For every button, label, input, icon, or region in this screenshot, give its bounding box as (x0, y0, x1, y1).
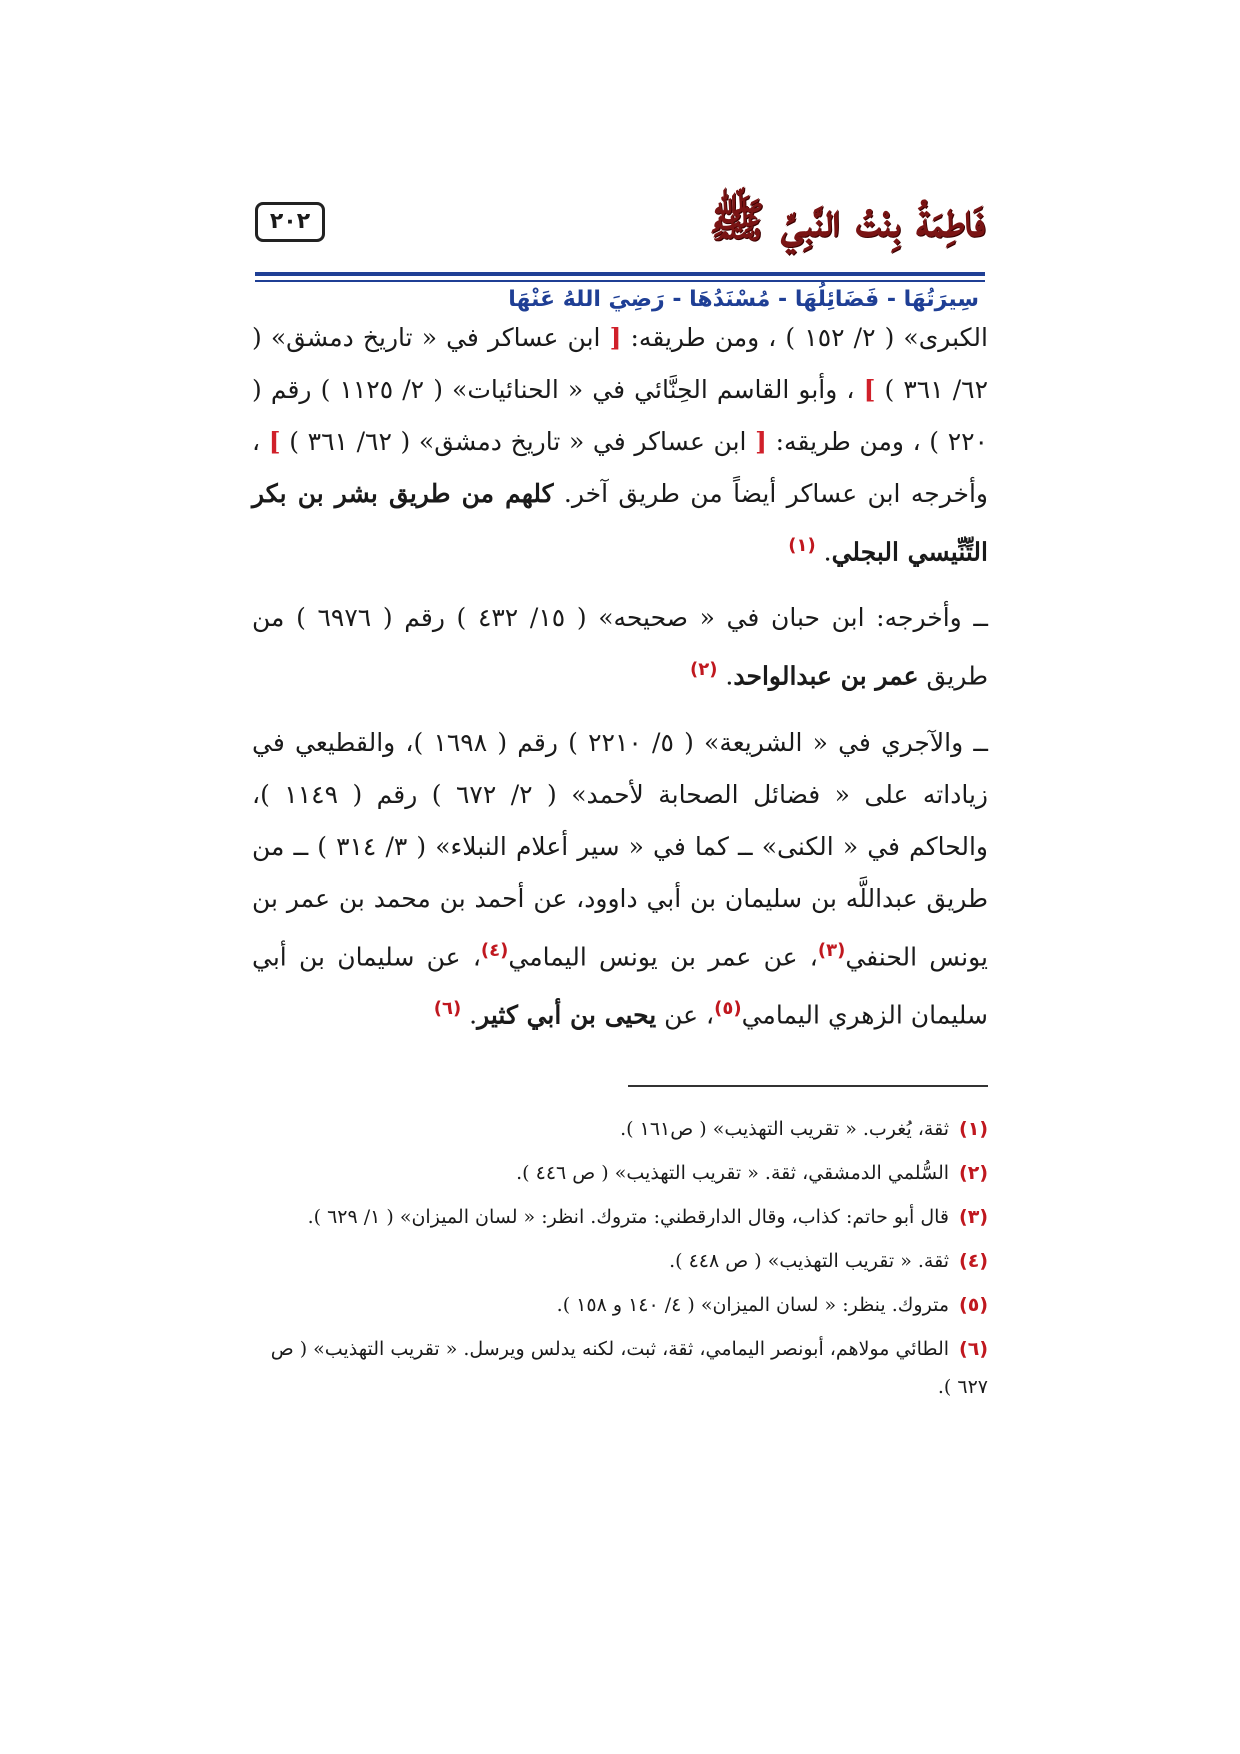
emphasized-text: عمر بن عبدالواحد (733, 661, 919, 691)
footnote-2 (252, 1154, 988, 1192)
bracket: ] (268, 427, 281, 456)
footnote-5 (252, 1286, 988, 1324)
text-run: . (815, 537, 832, 567)
footnote-text: ثقة، يُغرب. « تقريب التهذيب» ( ص١٦١ ). (620, 1118, 950, 1140)
footnote-4 (252, 1242, 988, 1280)
text-run: ، عن (656, 1000, 715, 1030)
footnotes (252, 1110, 988, 1412)
paragraph-1 (252, 312, 988, 578)
footnote-number: (١) (959, 1118, 988, 1140)
text-run: . (717, 661, 734, 691)
footnote-number: (٤) (959, 1250, 988, 1272)
paragraph-2 (252, 592, 988, 702)
text-run: . (461, 1000, 478, 1030)
footnote-text: الطائي مولاهم، أبونصر اليمامي، ثقة، ثبت، لكنه يدلس ويرسل. « تقريب التهذيب» ( ص ٦٢٧ ). (270, 1338, 988, 1398)
footnote-number: (٥) (959, 1294, 988, 1316)
footnote-ref[interactable]: (٣) (817, 939, 846, 961)
running-title (395, 180, 985, 312)
footnote-number: (٢) (959, 1162, 988, 1184)
main-text (252, 312, 988, 1055)
text-run: ، وأخرجه ابن عساكر أيضاً من طريق آخر. (252, 427, 988, 508)
book-title: فَاطِمَةُ بِنْتُ النَّبِيِّ ﷺ (709, 193, 985, 247)
footnote-number: (٦) (959, 1338, 988, 1360)
bracket: [ (755, 427, 767, 456)
text-run: ، وأبو القاسم الحِنَّائي في « الحنائيات» ( ٢/ ١١٢٥ ) رقم ( ٢٢٠ ) ، ومن طريقه: (252, 375, 988, 456)
page-number: ٢٠٢ (255, 202, 325, 242)
text-run: الكبرى» ( ٢/ ١٥٢ ) ، ومن طريقه: (621, 323, 988, 352)
text-run: ابن عساكر في « تاريخ دمشق» ( ٦٢/ ٣٦١ ) (280, 427, 756, 456)
footnote-ref[interactable]: (٦) (433, 997, 462, 1019)
text-run: ، عن عمر بن يونس اليمامي (508, 941, 818, 971)
footnote-ref[interactable]: (١) (788, 535, 816, 556)
text-run: ــ والآجري في « الشريعة» ( ٥/ ٢٢١٠ ) رقم ( ١٦٩٨ )، والقطيعي في زياداته على « فضائل الصحابة لأحمد» ( ٢/ ٦٧٢ ) رقم ( ١١٤٩ )، والحاكم في « الكنى» ــ كما في « سير أعلام النبلاء» ( ٣/ ٣١٤ ) ــ من طريق عبداللَّه بن سليمان بن أبي داوود، عن أحمد بن محمد بن عمر بن يونس الحنفي (252, 727, 989, 971)
footnote-6 (252, 1330, 988, 1406)
text-run: ابن عساكر في « تاريخ دمشق» ( ٦٢/ ٣٦١ ) (252, 323, 989, 404)
emphasized-text: يحيى بن أبي كثير (477, 1000, 657, 1030)
footnote-separator (628, 1085, 988, 1087)
footnote-text: السُّلمي الدمشقي، ثقة. « تقريب التهذيب» ( ص ٤٤٦ ). (516, 1162, 950, 1184)
footnote-ref[interactable]: (٢) (690, 659, 718, 681)
footnote-ref[interactable]: (٥) (714, 997, 742, 1019)
bracket: ] (863, 375, 876, 404)
text-run: ــ وأخرجه: ابن حبان في « صحيحه» ( ١٥/ ٤٣٢ ) رقم ( ٦٩٧٦ ) من طريق (252, 603, 989, 691)
book-subtitle: سِيرَتُهَا - فَضَائِلُهَا - مُسْنَدُهَا - رَضِيَ اللهُ عَنْهَا (508, 287, 979, 312)
footnote-text: متروك. ينظر: « لسان الميزان» ( ٤/ ١٤٠ و ١٥٨ ). (556, 1294, 950, 1316)
bracket: [ (609, 323, 622, 352)
paragraph-3 (252, 717, 988, 1042)
footnote-1 (252, 1110, 988, 1148)
page-header (255, 180, 985, 312)
footnote-text: قال أبو حاتم: كذاب، وقال الدارقطني: متروك. انظر: « لسان الميزان» ( ١/ ٦٢٩ ). (307, 1206, 950, 1228)
emphasized-text: كلهم من طريق بشر بن بكر التِّنِّيسي البجلي (252, 479, 988, 567)
footnote-3 (252, 1198, 988, 1236)
header-rule-thick (255, 272, 985, 276)
footnote-text: ثقة. « تقريب التهذيب» ( ص ٤٤٨ ). (669, 1250, 950, 1272)
footnote-ref[interactable]: (٤) (480, 939, 509, 961)
text-run: ، عن سليمان بن أبي سليمان الزهري اليمامي (252, 941, 988, 1030)
footnote-number: (٣) (959, 1206, 988, 1228)
header-rule-thin (255, 280, 985, 282)
